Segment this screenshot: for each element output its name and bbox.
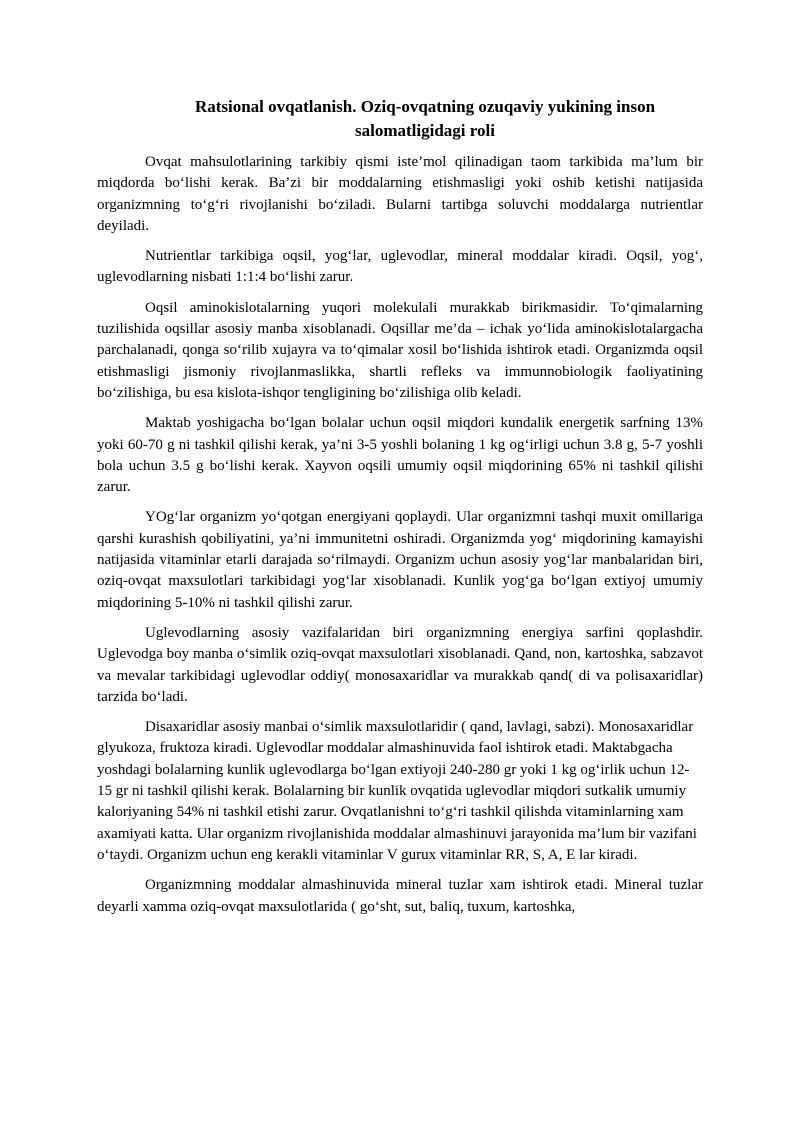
paragraph-nutrients-intro: Ovqat mahsulotlarining tarkibiy qismi iste’mol qilinadigan taom tarkibida ma’lum bir miqdorda bo‘lishi kerak. Ba’zi bir moddalarning etishmasligi yoki oshib ketishi natijasida organizmning to‘g‘ri rivojlanishi bo‘ziladi. Bularni tartibga soluvchi moddalarga nutrientlar deyiladi. bbox=[97, 154, 703, 234]
title-line-1: Ratsional ovqatlanish. Oziq-ovqatning ozuqaviy yukining inson bbox=[194, 97, 656, 116]
paragraph-carbohydrates: Uglevodlarning asosiy vazifalaridan biri organizmning energiya sarfini qoplashdir. Uglevodga boy manba o‘simlik oziq-ovqat maxsulotlari xisoblanadi. Qand, non, kartoshka, sabzavot va mevalar tarkibidagi uglevodlar oddiy( monosaxaridlar va murakkab qand( di va polisaxaridlar) tarzida bo‘ladi. bbox=[97, 624, 703, 705]
paragraph-disaccharides: Disaxaridlar asosiy manbai o‘simlik maxsulotlaridir ( qand, lavlagi, sabzi). Monosaxaridlar glyukoza, fruktoza kiradi. Uglevodlar moddalar almashinuvida faol ishtirok etadi. Maktabgacha yoshdagi bolalarning kunlik uglevodlarga bo‘lgan extiyoji 240-280 gr yoki 1 kg og‘irlik uchun 12-15 gr ni tashkil qilishi kerak. Bolalarning bir kunlik ovqatida uglevodlar miqdori sutkalik umumiy kaloriyaning 54% ni tashkil etishi zarur. Ovqatlanishni to‘g‘ri tashkil qilishda vitaminlarning xam axamiyati katta. Ular organizm rivojlanishida moddalar almashinuvi jarayonida ma’lum bir vazifani o‘taydi. Organizm uchun eng kerakli vitaminlar V gurux vitaminlar RR, S, A, E lar kiradi. bbox=[97, 719, 697, 863]
paragraph-protein: Oqsil aminokislotalarning yuqori molekulali murakkab birikmasidir. To‘qimalarning tuzilishida oqsillar asosiy manba xisoblanadi. Oqsillar me’da – ichak yo‘lida aminokislotalargacha parchalanadi, qonga so‘rilib xujayra va to‘qimalar xosil bo‘lishida ishtirok etadi. Organizmda oqsil etishmasligi jismoniy rivojlanmaslikka, shartli refleks va immunnobiologik faoliyatining bo‘zilishiga, bu esa kislota-ishqor tengligining bo‘zilishiga olib keladi. bbox=[97, 299, 703, 401]
paragraph-nutrient-ratio: Nutrientlar tarkibiga oqsil, yog‘lar, uglevodlar, mineral moddalar kiradi. Oqsil, yog‘, uglevodlarning nisbati 1:1:4 bo‘lishi zarur. bbox=[97, 248, 703, 286]
paragraph-protein-children: Maktab yoshigacha bo‘lgan bolalar uchun oqsil miqdori kundalik energetik sarfning 13% yoki 60-70 g ni tashkil qilishi kerak, ya’ni 3-5 yoshli bolaning 1 kg og‘irligi uchun 3.8 g, 5-7 yoshli bola uchun 3.5 g bo‘lishi kerak. Xayvon oqsili umumiy oqsil miqdorining 65% ni tashkil qilishi zarur. bbox=[97, 415, 703, 496]
document-title bbox=[97, 95, 703, 143]
paragraph-minerals: Organizmning moddalar almashinuvida mineral tuzlar xam ishtirok etadi. Mineral tuzlar deyarli xamma oziq-ovqat maxsulotlarida ( go‘sht, sut, baliq, tuxum, kartoshka, bbox=[97, 877, 703, 915]
title-line-2: salomatligidagi roli bbox=[355, 121, 495, 140]
paragraph-fats: YOg‘lar organizm yo‘qotgan energiyani qoplaydi. Ular organizmni tashqi muxit omillariga qarshi kurashish qobiliyatini, ya’ni immunitetni oshiradi. Organizmda yog‘ miqdorining kamayishi natijasida vitaminlar etarli darajada so‘rilmaydi. Organizm uchun asosiy yog‘lar manbalaridan biri, oziq-ovqat maxsulotlari tarkibidagi yog‘lar xisoblanadi. Kunlik yog‘ga bo‘lgan extiyoj umumiy miqdorining 5-10% ni tashkil qilishi zarur. bbox=[97, 509, 703, 611]
document-page bbox=[97, 95, 703, 918]
